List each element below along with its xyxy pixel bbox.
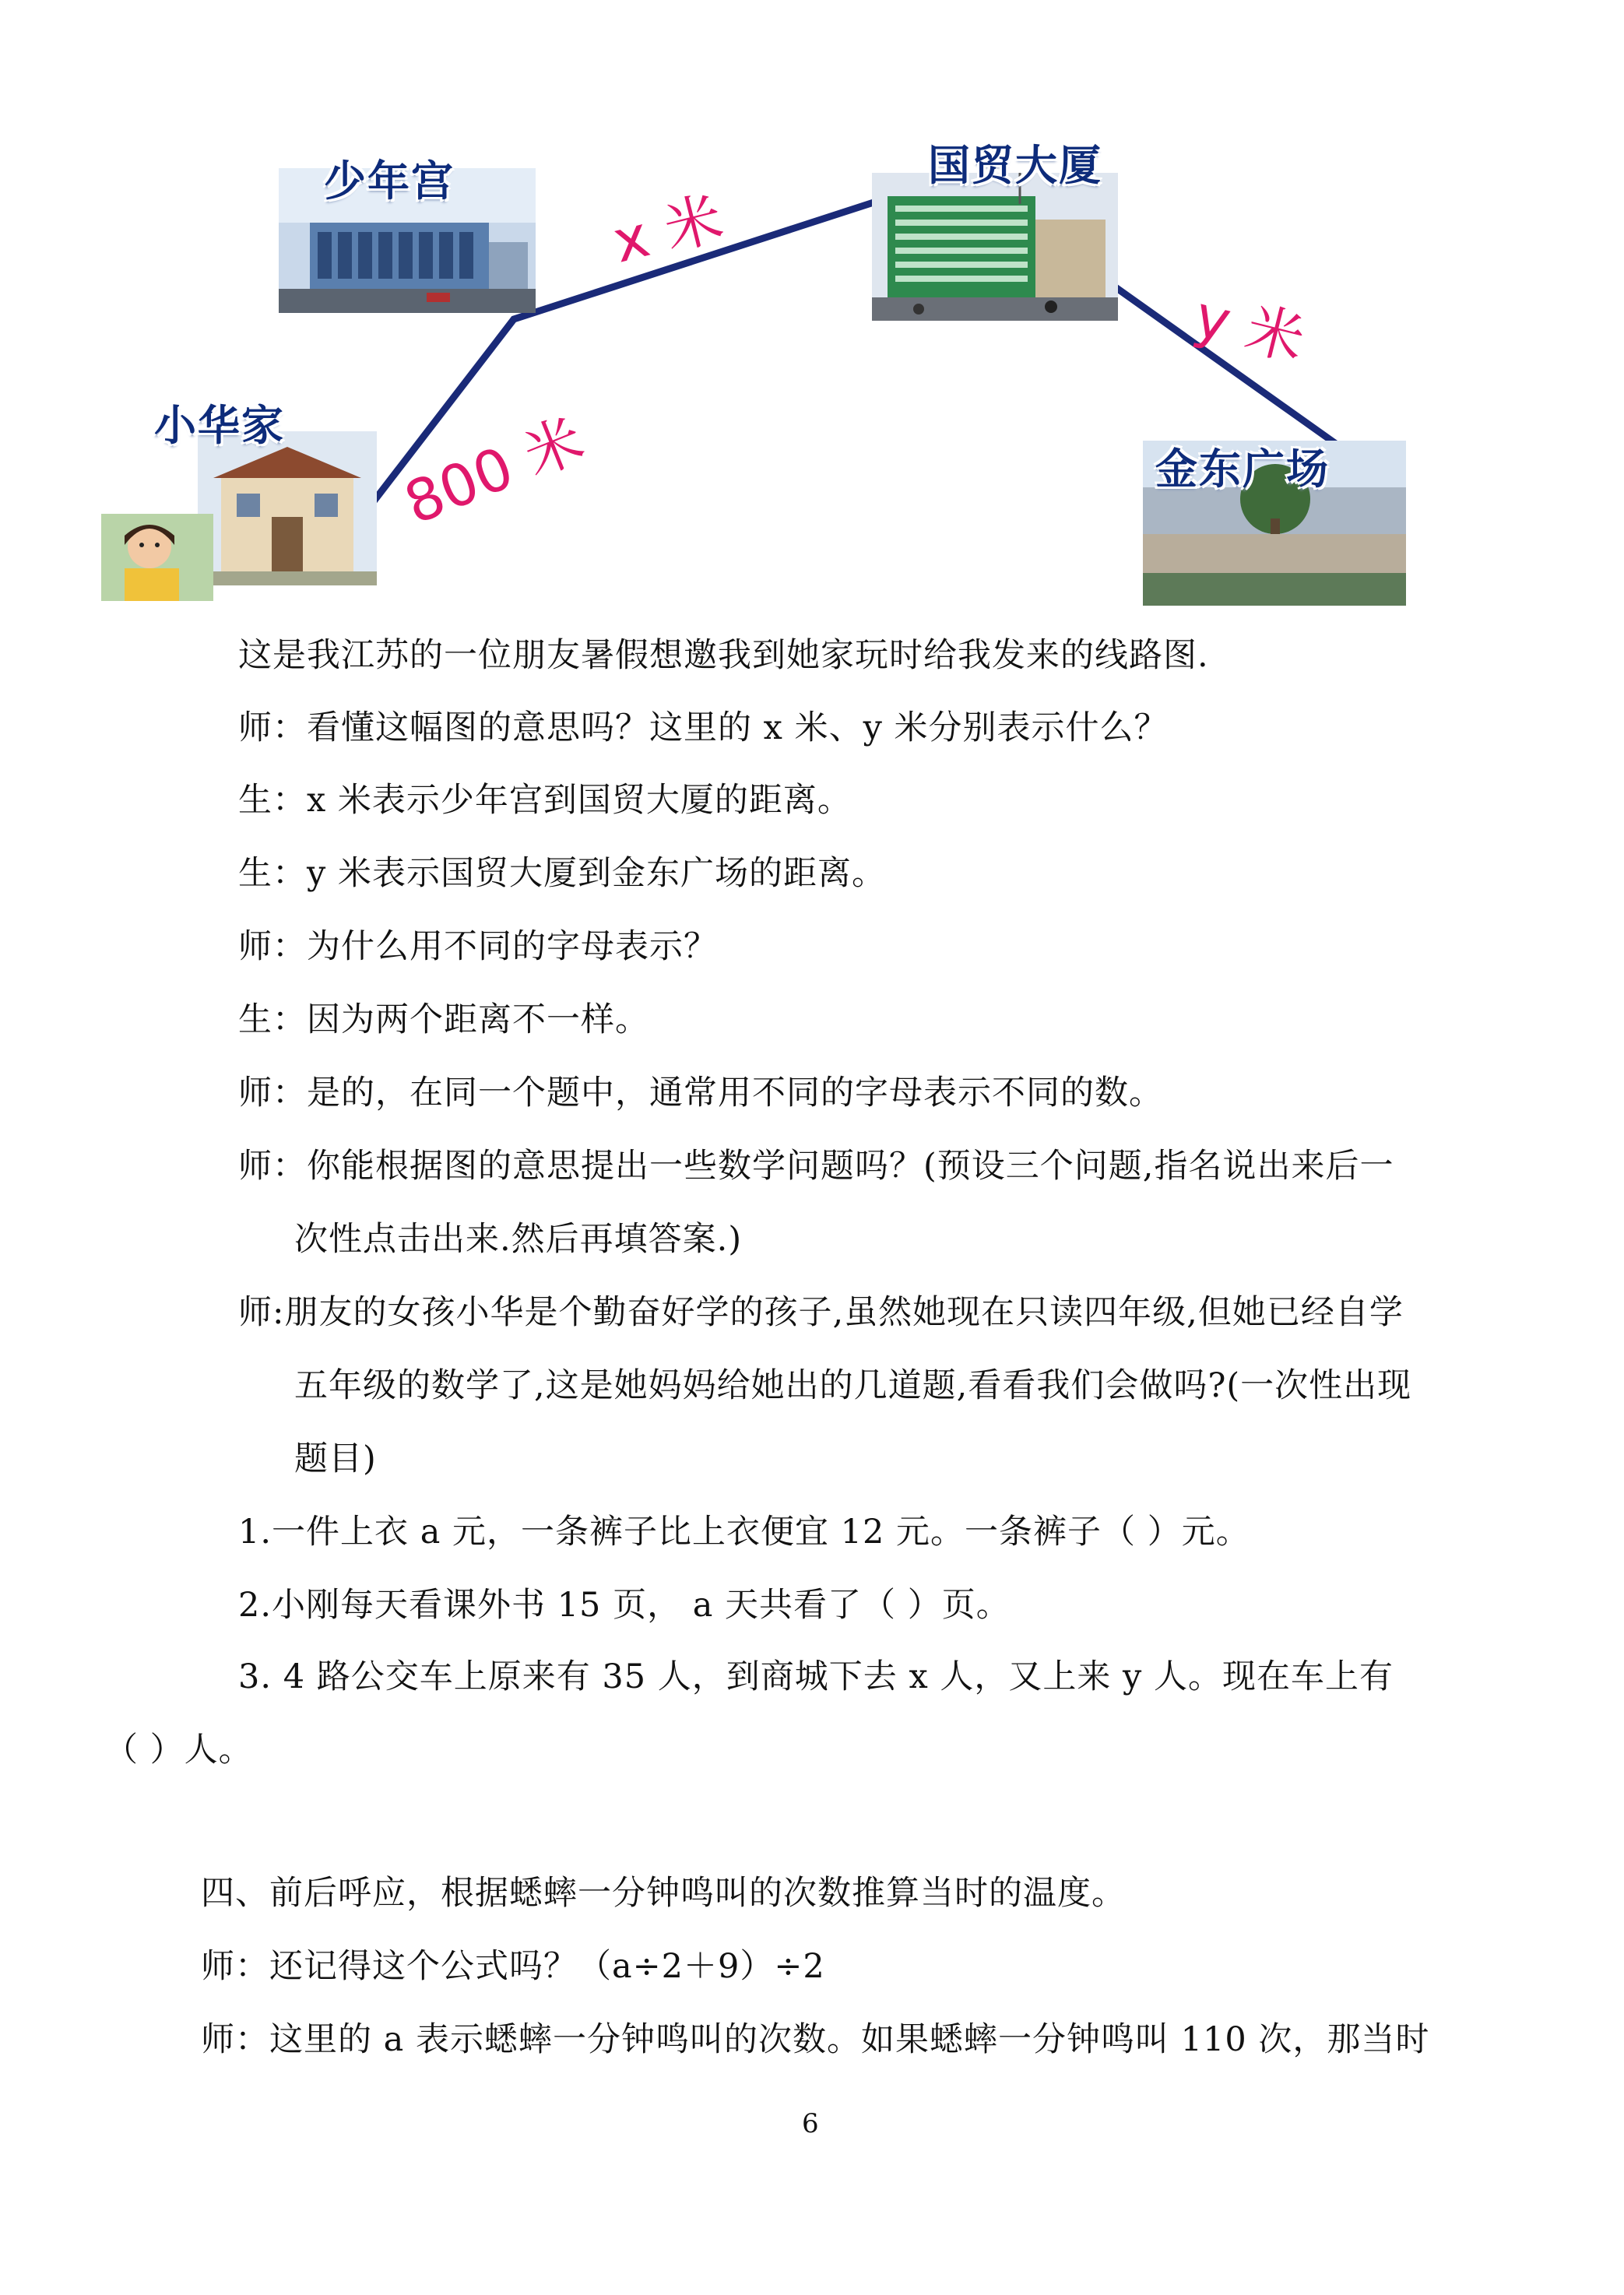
section-heading: 四、前后呼应，根据蟋蟀一分钟鸣叫的次数推算当时的温度。: [201, 1874, 1126, 1913]
text-line: 生：因为两个距离不一样。: [238, 1000, 649, 1039]
question-1: 1.一件上衣 a 元，一条裤子比上衣便宜 12 元。一条裤子（ ）元。: [238, 1513, 1250, 1552]
distance-y: y 米: [1188, 283, 1312, 374]
text-line: 师：是的，在同一个题中，通常用不同的字母表示不同的数。: [238, 1074, 1163, 1112]
distance-800: 800 米: [395, 406, 593, 538]
page-number: 6: [802, 2108, 819, 2139]
text-line: 次性点击出来.然后再填答案.): [294, 1220, 743, 1259]
text-line: 五年级的数学了,这是她妈妈给她出的几道题,看看我们会做吗?(一次性出现: [294, 1366, 1412, 1405]
text-line: 师:朋友的女孩小华是个勤奋好学的孩子,虽然她现在只读四年级,但她已经自学: [238, 1293, 1404, 1332]
text-line: 生：x 米表示少年宫到国贸大厦的距离。: [238, 781, 852, 820]
text-line: 师：看懂这幅图的意思吗？这里的 x 米、y 米分别表示什么？: [238, 708, 1169, 747]
text-line: 生：y 米表示国贸大厦到金东广场的距离。: [238, 854, 886, 893]
text-line: 师：这里的 a 表示蟋蟀一分钟鸣叫的次数。如果蟋蟀一分钟鸣叫 110 次，那当时: [201, 2020, 1430, 2059]
text-line: 师：还记得这个公式吗？（a÷2＋9）÷2: [201, 1947, 825, 1986]
girl-photo: [101, 514, 213, 601]
route-diagram: [93, 117, 1417, 623]
label-plaza: 金东广场: [1155, 445, 1330, 494]
question-3-continued: （ ）人。: [104, 1731, 253, 1770]
home-photo: [198, 431, 377, 585]
text-line: 这是我江苏的一位朋友暑假想邀我到她家玩时给我发来的线路图.: [238, 636, 1209, 675]
trade-building-photo: [872, 173, 1118, 321]
label-trade-building: 国贸大厦: [928, 141, 1102, 190]
text-line: 师：为什么用不同的字母表示？: [238, 927, 718, 966]
label-home: 小华家: [154, 401, 285, 450]
distance-x: x 米: [606, 184, 729, 276]
question-3: 3. 4 路公交车上原来有 35 人，到商城下去 x 人，又上来 y 人。现在车上有: [238, 1657, 1394, 1696]
text-line: 师：你能根据图的意思提出一些数学问题吗？(预设三个问题,指名说出来后一: [238, 1147, 1394, 1186]
text-line: 题目): [294, 1439, 377, 1478]
label-youth-palace: 少年宫: [324, 156, 455, 206]
question-2: 2.小刚每天看课外书 15 页， a 天共看了（ ）页。: [238, 1586, 1011, 1625]
